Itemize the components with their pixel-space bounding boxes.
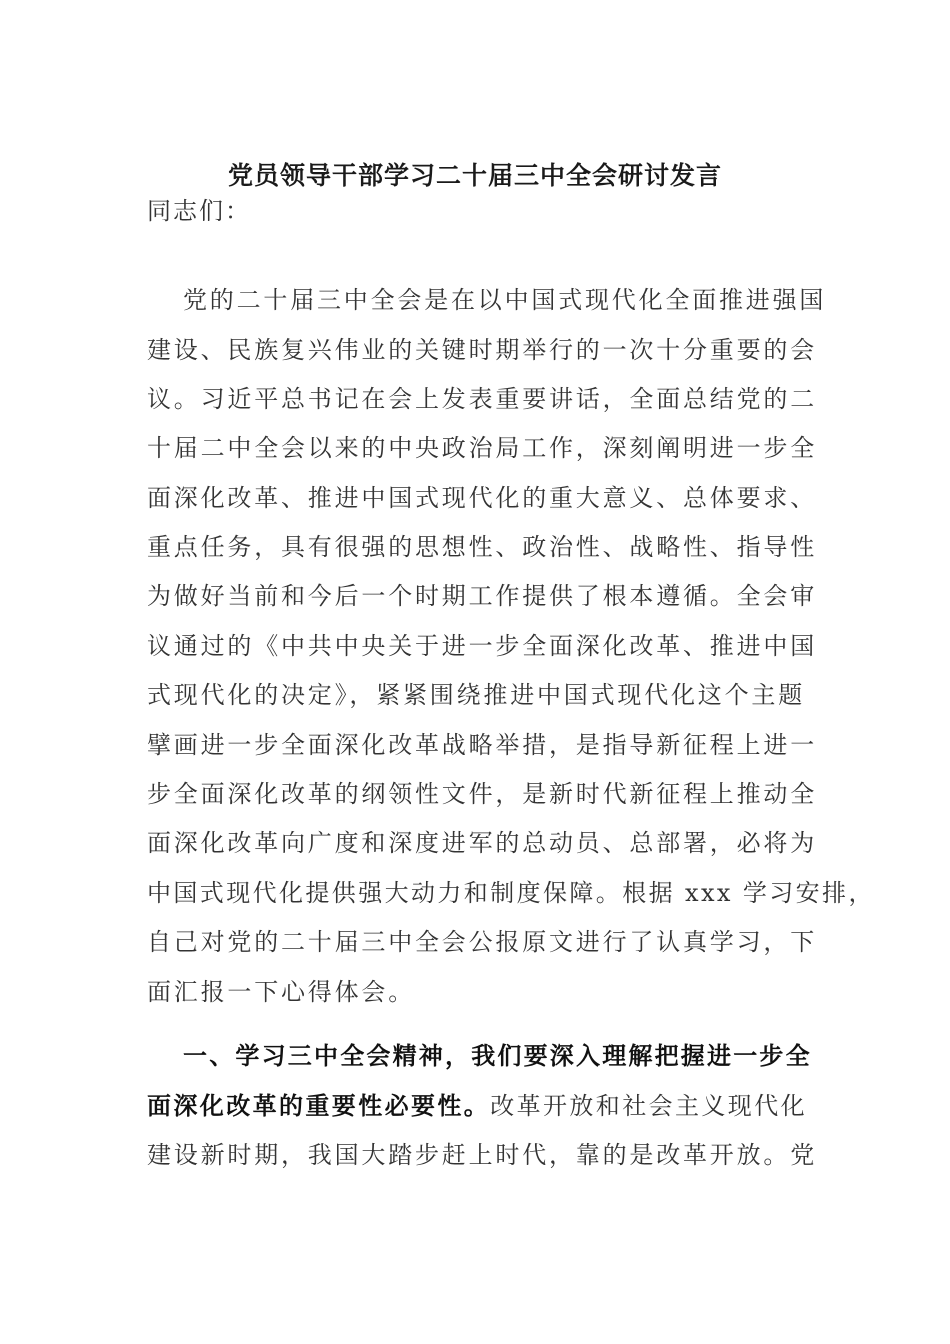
paragraph-line: 面深化改革、推进中国式现代化的重大意义、总体要求、	[147, 484, 817, 512]
paragraph-line: 式现代化的决定》，紧紧围绕推进中国式现代化这个主题	[147, 681, 805, 709]
section-heading-continuation	[147, 1086, 807, 1126]
section-heading-end: 面深化改革的重要性必要性。	[147, 1091, 491, 1120]
paragraph-line: 中国式现代化提供强大动力和制度保障。根据 xxx 学习安排，	[147, 879, 875, 907]
section-text: 改革开放和社会主义现代化	[490, 1092, 808, 1120]
paragraph-line: 擘画进一步全面深化改革战略举措，是指导新征程上进一	[147, 731, 817, 759]
paragraph-line: 十届二中全会以来的中央政治局工作，深刻阐明进一步全	[147, 434, 817, 462]
paragraph-line: 为做好当前和今后一个时期工作提供了根本遵循。全会审	[147, 582, 817, 610]
paragraph-line: 重点任务，具有很强的思想性、政治性、战略性、指导性	[147, 533, 817, 561]
document-title: 党员领导干部学习二十届三中全会研讨发言	[227, 161, 722, 190]
paragraph-line: 步全面深化改革的纲领性文件，是新时代新征程上推动全	[147, 780, 817, 808]
paragraph-line: 面汇报一下心得体会。	[147, 978, 415, 1006]
paragraph-line: 议通过的《中共中央关于进一步全面深化改革、推进中国	[147, 632, 817, 660]
salutation: 同志们：	[147, 197, 251, 225]
paragraph-line: 议。习近平总书记在会上发表重要讲话，全面总结党的二	[147, 385, 817, 413]
paragraph-line: 自己对党的二十届三中全会公报原文进行了认真学习，下	[147, 928, 817, 956]
paragraph-line: 建设、民族复兴伟业的关键时期举行的一次十分重要的会	[147, 336, 817, 364]
paragraph-line: 党的二十届三中全会是在以中国式现代化全面推进强国	[183, 286, 827, 314]
paragraph-line: 面深化改革向广度和深度进军的总动员、总部署，必将为	[147, 829, 817, 857]
section-heading: 一、学习三中全会精神，我们要深入理解把握进一步全	[183, 1041, 812, 1070]
paragraph-line: 建设新时期，我国大踏步赶上时代，靠的是改革开放。党	[147, 1141, 817, 1169]
